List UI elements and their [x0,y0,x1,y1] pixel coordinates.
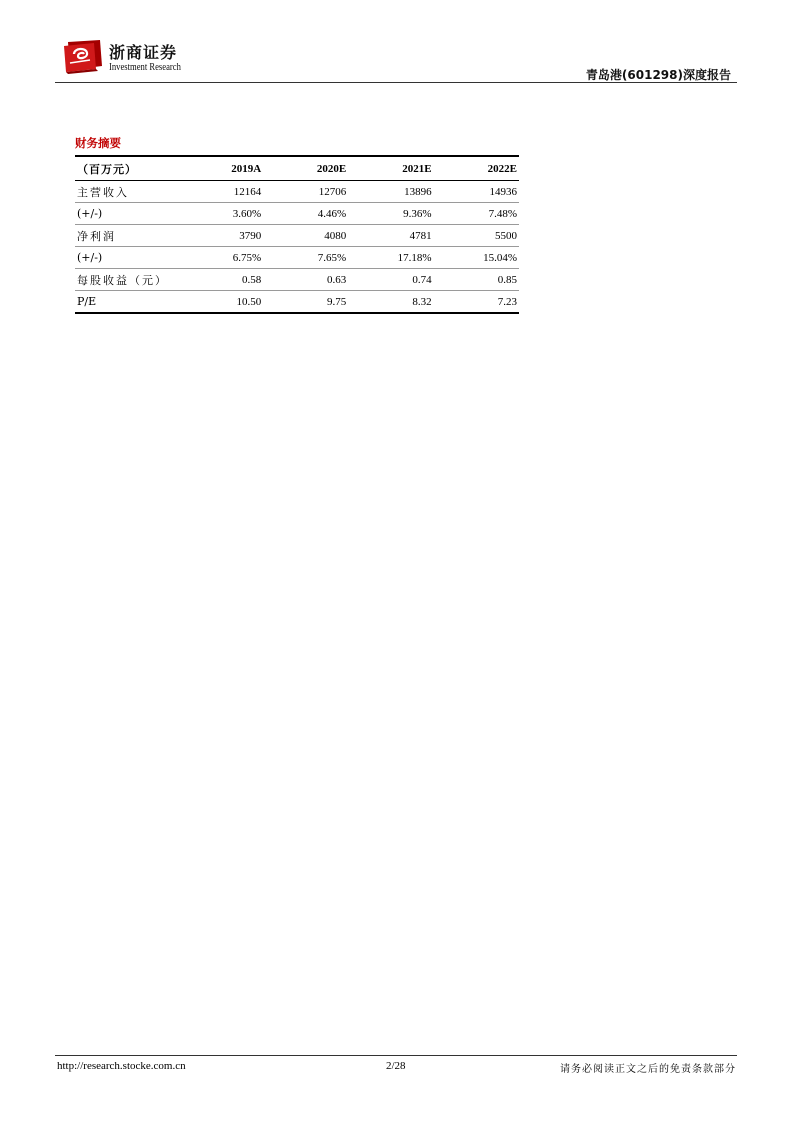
brand-name-cn: 浙商证券 [109,43,178,62]
row-label-eps: 每股收益（元） [77,273,168,287]
column-header-2022e: 2022E [487,162,517,175]
brand-name-en: Investment Research [109,62,181,73]
header-divider [55,82,737,83]
table-cell: 7.65% [317,251,347,264]
table-cell: 0.85 [497,273,517,286]
table-row [75,225,519,247]
table-cell: 10.50 [236,295,262,308]
table-cell: 12164 [233,185,262,198]
row-label-net-profit-growth: (+/-) [77,251,103,264]
table-header-row [75,156,519,181]
table-cell: 9.36% [403,207,432,220]
table-cell: 4.46% [317,207,347,220]
table-row [75,203,519,225]
footer-disclaimer: 请务必阅读正文之后的免责条款部分 [560,1064,736,1075]
table-cell: 7.48% [488,207,517,220]
row-label-net-profit: 净利润 [77,229,116,243]
page-number: 2/28 [386,1060,406,1072]
column-header-unit: （百万元） [77,162,137,176]
table-cell: 0.74 [412,273,432,286]
table-cell: 6.75% [232,251,262,264]
row-label-pe: P/E [77,295,97,308]
row-label-revenue-growth: (+/-) [77,207,103,220]
table-cell: 4781 [409,229,432,242]
zheshang-securities-logo-icon [60,36,106,74]
table-cell: 15.04% [483,251,517,264]
table-cell: 3790 [239,229,262,242]
table-cell: 8.32 [412,295,432,308]
report-title: 青岛港(601298)深度报告 [585,68,731,82]
section-title: 财务摘要 [75,136,121,150]
table-cell: 5500 [495,229,517,242]
table-row [75,291,519,314]
table-cell: 12706 [318,185,347,198]
row-label-revenue: 主营收入 [77,185,129,199]
table-cell: 0.63 [326,273,347,286]
column-header-2021e: 2021E [402,162,432,175]
column-header-2020e: 2020E [316,162,347,175]
table-row [75,269,519,291]
table-row [75,181,519,203]
table-cell: 7.23 [497,295,517,308]
table-cell: 13896 [404,185,432,198]
table-cell: 3.60% [232,207,262,220]
table-cell: 4080 [324,229,347,242]
table-cell: 0.58 [241,273,262,286]
column-header-2019a: 2019A [231,162,262,175]
page-header [0,0,793,90]
table-cell: 17.18% [397,251,432,264]
footer-divider [55,1055,737,1056]
table-row [75,247,519,269]
footer-url: http://research.stocke.com.cn [57,1060,186,1072]
table-cell: 9.75 [326,295,347,308]
table-cell: 14936 [489,185,517,198]
financial-summary-table [75,155,519,314]
